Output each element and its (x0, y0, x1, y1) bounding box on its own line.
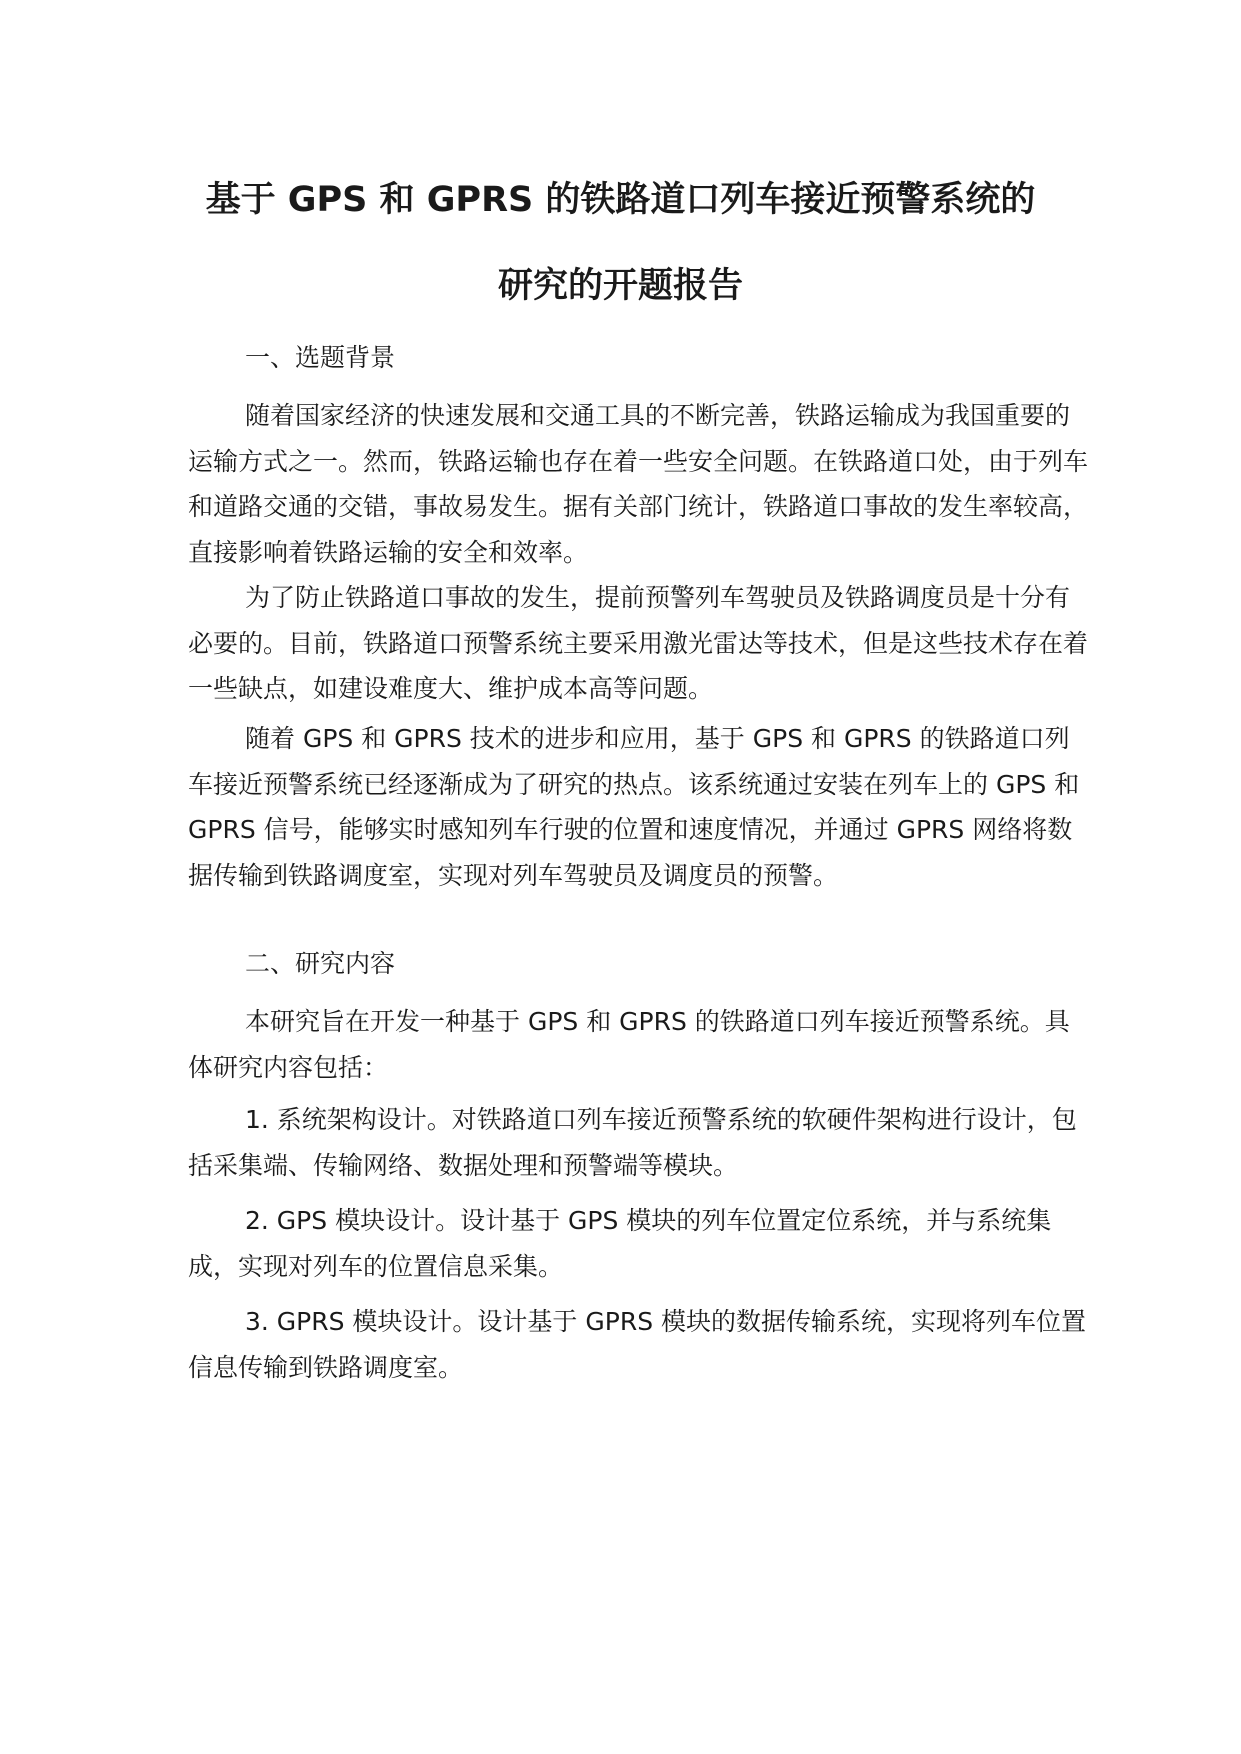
list-item-architecture-design: 1. 系统架构设计。对铁路道口列车接近预警系统的软硬件架构进行设计，包括采集端、传输网络、数据处理和预警端等模块。 (188, 1105, 1077, 1180)
list-item-gps-module-design: 2. GPS 模块设计。设计基于 GPS 模块的列车位置定位系统，并与系统集成，实现对列车的位置信息采集。 (188, 1206, 1052, 1281)
paragraph-research-intro: 本研究旨在开发一种基于 GPS 和 GPRS 的铁路道口列车接近预警系统。具体研究内容包括： (188, 1007, 1070, 1082)
paragraph-background-2: 为了防止铁路道口事故的发生，提前预警列车驾驶员及铁路调度员是十分有必要的。目前，铁路道口预警系统主要采用激光雷达等技术，但是这些技术存在着一些缺点，如建设难度大、维护成本高等问题。 (188, 583, 1089, 703)
document-title-line-1: 基于 GPS 和 GPRS 的铁路道口列车接近预警系统的 (205, 180, 1036, 220)
paragraph-background-3: 随着 GPS 和 GPRS 技术的进步和应用，基于 GPS 和 GPRS 的铁路道口列车接近预警系统已经逐渐成为了研究的热点。该系统通过安装在列车上的 GPS 和 GPRS 信号，能够实时感知列车行驶的位置和速度情况，并通过 GPRS 网络将数据传输到铁路调度室，实现对列车驾驶员及调度员的预警。 (188, 724, 1080, 890)
section-heading-research-content: 二、研究内容 (245, 949, 396, 978)
list-item-gprs-module-design: 3. GPRS 模块设计。设计基于 GPRS 模块的数据传输系统，实现将列车位置信息传输到铁路调度室。 (188, 1307, 1087, 1382)
paragraph-background-1: 随着国家经济的快速发展和交通工具的不断完善，铁路运输成为我国重要的运输方式之一。然而，铁路运输也存在着一些安全问题。在铁路道口处，由于列车和道路交通的交错，事故易发生。据有关部门统计，铁路道口事故的发生率较高，直接影响着铁路运输的安全和效率。 (188, 401, 1089, 567)
document-title-line-2: 研究的开题报告 (497, 266, 743, 306)
section-heading-background: 一、选题背景 (245, 343, 396, 372)
